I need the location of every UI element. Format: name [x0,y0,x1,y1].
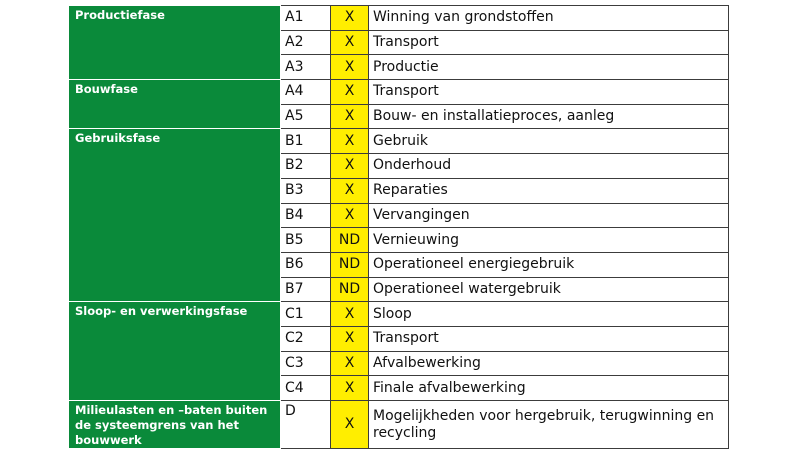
module-description: Vervangingen [369,203,729,228]
module-description: Bouw- en installatieproces, aanleg [369,104,729,129]
module-flag: X [331,326,369,351]
table-row [69,401,729,449]
phase-label-demolition: Sloop- en verwerkingsfase [69,302,281,401]
module-flag: ND [331,228,369,253]
table-row [69,129,729,154]
module-flag: X [331,351,369,376]
module-code: A4 [281,80,331,105]
module-code: A5 [281,104,331,129]
module-code: B3 [281,178,331,203]
module-description: Gebruik [369,129,729,154]
module-description: Operationeel energiegebruik [369,252,729,277]
module-description: Sloop [369,302,729,327]
phase-label-beyond-boundary: Milieulasten en –baten buiten de systeemgrens van het bouwwerk [69,401,281,449]
module-flag: ND [331,277,369,302]
module-description: Mogelijkheden voor hergebruik, terugwinning en recycling [369,401,729,449]
module-description: Afvalbewerking [369,351,729,376]
module-flag: X [331,178,369,203]
phase-label-construction: Bouwfase [69,80,281,129]
module-code: A1 [281,6,331,31]
module-code: C4 [281,376,331,401]
module-flag: ND [331,252,369,277]
phase-label-production: Productiefase [69,6,281,80]
module-description: Transport [369,326,729,351]
phase-label-use: Gebruiksfase [69,129,281,302]
module-code: C1 [281,302,331,327]
module-code: B7 [281,277,331,302]
module-description: Winning van grondstoffen [369,6,729,31]
lca-modules-table [68,5,729,449]
module-flag: X [331,30,369,55]
module-code: B1 [281,129,331,154]
module-flag: X [331,129,369,154]
module-flag: X [331,302,369,327]
module-description: Transport [369,80,729,105]
module-code: D [281,401,331,449]
table-row [69,302,729,327]
module-code: B2 [281,154,331,179]
module-code: B5 [281,228,331,253]
module-flag: X [331,55,369,80]
module-code: A3 [281,55,331,80]
module-flag: X [331,6,369,31]
module-description: Onderhoud [369,154,729,179]
module-description: Vernieuwing [369,228,729,253]
module-code: B6 [281,252,331,277]
module-flag: X [331,401,369,449]
module-flag: X [331,104,369,129]
module-description: Operationeel watergebruik [369,277,729,302]
table-row [69,80,729,105]
module-code: A2 [281,30,331,55]
module-flag: X [331,80,369,105]
module-description: Transport [369,30,729,55]
module-flag: X [331,154,369,179]
module-description: Finale afvalbewerking [369,376,729,401]
module-flag: X [331,203,369,228]
table-row [69,6,729,31]
module-description: Productie [369,55,729,80]
module-code: B4 [281,203,331,228]
module-description: Reparaties [369,178,729,203]
module-code: C2 [281,326,331,351]
module-flag: X [331,376,369,401]
module-code: C3 [281,351,331,376]
